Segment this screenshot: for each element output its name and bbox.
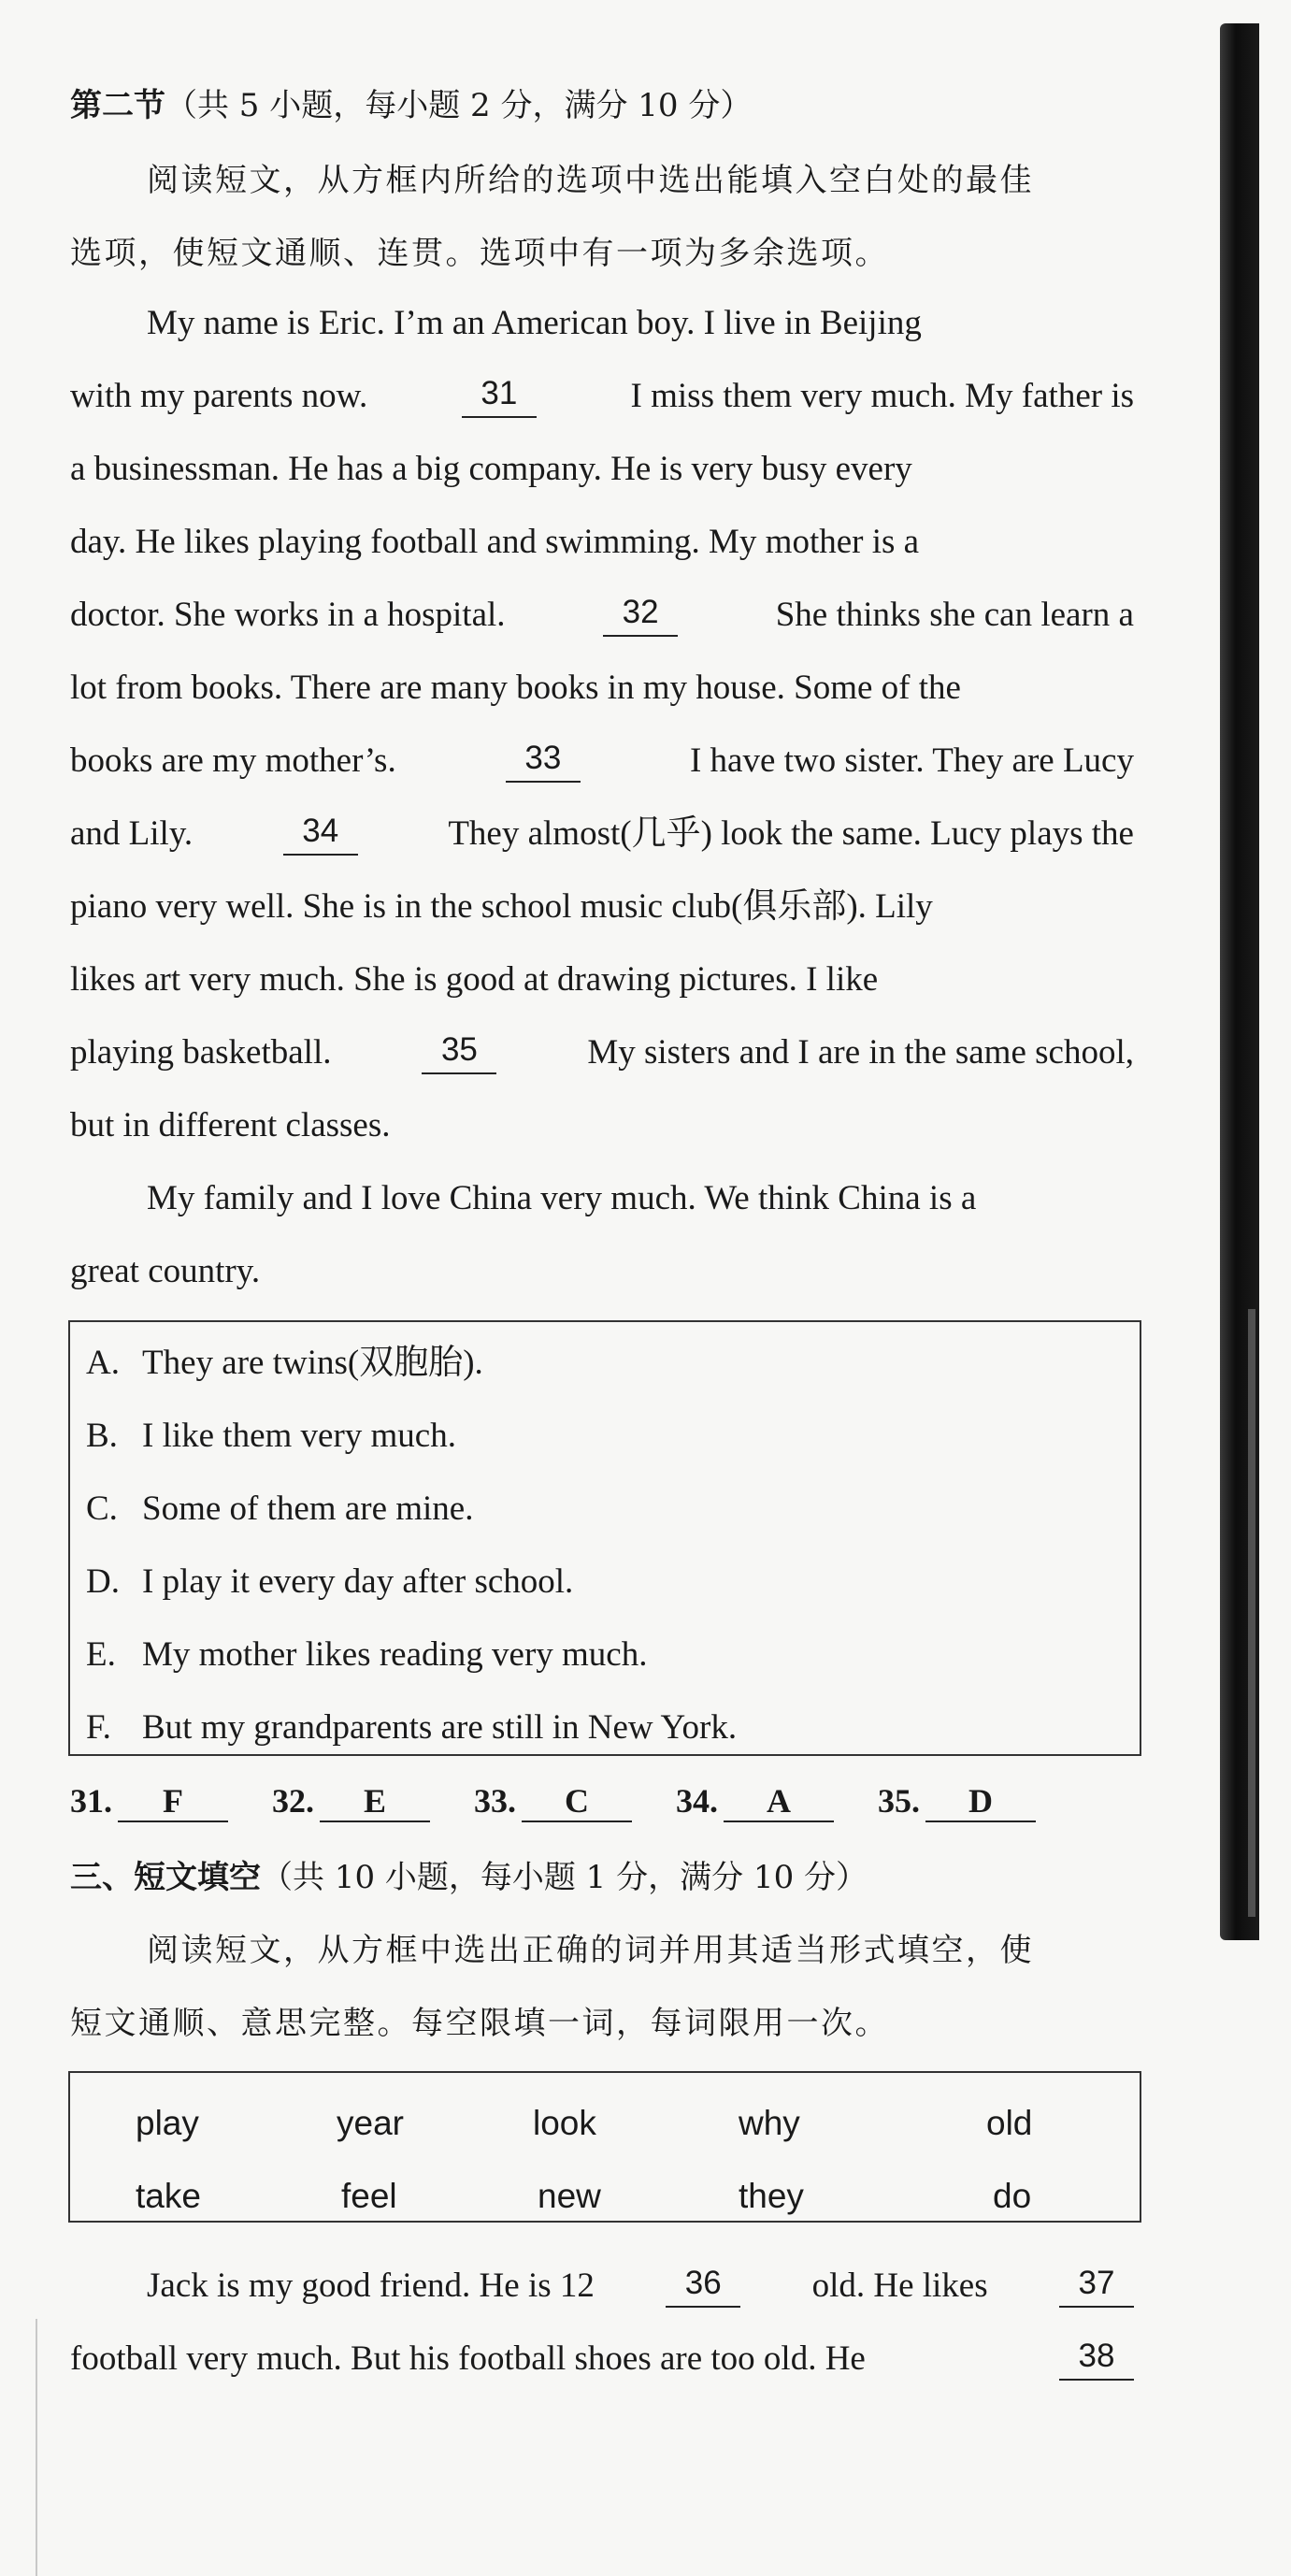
passage1-line7 xyxy=(70,740,1134,783)
answer-value[interactable]: A xyxy=(724,1781,834,1822)
word-take: take xyxy=(136,2177,201,2215)
answer-35 xyxy=(878,1781,1036,1822)
option-letter: E. xyxy=(86,1635,116,1674)
blank-32[interactable]: 32 xyxy=(603,594,678,637)
blank-38[interactable]: 38 xyxy=(1059,2338,1134,2381)
answer-value[interactable]: C xyxy=(522,1781,632,1822)
text: likes art very much. She is good at drawing pictures. I like xyxy=(70,960,879,999)
text: I have two sister. They are Lucy xyxy=(689,741,1134,780)
option-d xyxy=(86,1561,573,1604)
answer-number: 33. xyxy=(474,1782,516,1820)
option-text: I play it every day after school. xyxy=(142,1562,574,1601)
option-text: But my grandparents are still in New York. xyxy=(142,1708,738,1747)
text: Jack is my good friend. He is 12 xyxy=(147,2267,595,2305)
option-text: Some of them are mine. xyxy=(142,1489,474,1528)
section2-instruction-line2: 选项，使短文通顺、连贯。选项中有一项为多余选项。 xyxy=(70,235,889,272)
text: My name is Eric. I’m an American boy. I live in Beijing xyxy=(147,304,922,342)
blank-37[interactable]: 37 xyxy=(1059,2265,1134,2308)
passage1-line12: but in different classes. xyxy=(70,1106,391,1144)
section2-title: 第二节 xyxy=(70,87,165,124)
text: piano very well. She is in the school music club(俱乐部). Lily xyxy=(70,887,933,926)
passage1-line8 xyxy=(70,813,1134,856)
answer-value[interactable]: D xyxy=(925,1781,1036,1822)
option-c xyxy=(86,1488,473,1531)
passage1-line4 xyxy=(70,521,1134,564)
word-feel: feel xyxy=(341,2177,397,2215)
options-box xyxy=(68,1320,1141,1756)
answer-value[interactable]: E xyxy=(320,1781,430,1822)
answer-number: 31. xyxy=(70,1782,112,1820)
answer-31 xyxy=(70,1781,228,1822)
passage1-line2 xyxy=(70,375,1134,418)
option-letter: B. xyxy=(86,1417,118,1455)
word-old: old xyxy=(986,2104,1033,2142)
blank-33[interactable]: 33 xyxy=(506,740,581,783)
section3-instruction-line1: 阅读短文，从方框中选出正确的词并用其适当形式填空，使 xyxy=(147,1932,1034,1969)
section2-heading xyxy=(70,84,1145,127)
blank-34[interactable]: 34 xyxy=(283,813,358,856)
answer-32 xyxy=(272,1781,430,1822)
text: She thinks she can learn a xyxy=(775,596,1134,634)
text: I miss them very much. My father is xyxy=(630,377,1134,415)
passage1-para2-line2: great country. xyxy=(70,1252,261,1290)
text: My sisters and I are in the same school, xyxy=(587,1033,1134,1072)
passage1-line5 xyxy=(70,594,1134,637)
answer-number: 32. xyxy=(272,1782,314,1820)
blank-36[interactable]: 36 xyxy=(666,2265,740,2308)
answer-33 xyxy=(474,1781,632,1822)
answer-row xyxy=(70,1781,1071,1822)
word-do: do xyxy=(993,2177,1032,2215)
word-new: new xyxy=(538,2177,601,2215)
answer-value[interactable]: F xyxy=(118,1781,228,1822)
answer-number: 34. xyxy=(676,1782,718,1820)
section3-note: （共 10 小题，每小题 1 分，满分 10 分） xyxy=(261,1859,868,1896)
section3-heading xyxy=(70,1856,1145,1899)
answer-number: 35. xyxy=(878,1782,920,1820)
page-edge-shadow xyxy=(1248,1309,1255,1917)
text: with my parents now. xyxy=(70,377,368,415)
passage1-line11 xyxy=(70,1031,1134,1074)
word-they: they xyxy=(739,2177,804,2215)
option-f xyxy=(86,1706,737,1749)
text: football very much. But his football shoes are too old. He xyxy=(70,2339,866,2378)
text: old. He likes xyxy=(811,2267,988,2305)
text: and Lily. xyxy=(70,814,194,853)
option-letter: A. xyxy=(86,1344,120,1382)
text: They almost(几乎) look the same. Lucy plays the xyxy=(448,814,1134,853)
word-why: why xyxy=(739,2104,800,2142)
passage1-line6 xyxy=(70,667,1134,710)
word-year: year xyxy=(337,2104,404,2142)
margin-line xyxy=(36,2319,37,2576)
option-letter: C. xyxy=(86,1489,118,1528)
option-a xyxy=(86,1342,483,1385)
blank-35[interactable]: 35 xyxy=(422,1031,496,1074)
passage2-line2 xyxy=(70,2338,1134,2381)
passage1-line3 xyxy=(70,448,1134,491)
text: a businessman. He has a big company. He is very busy every xyxy=(70,450,912,488)
section2-instruction-line1: 阅读短文，从方框内所给的选项中选出能填入空白处的最佳 xyxy=(147,162,1034,199)
option-text: They are twins(双胞胎). xyxy=(142,1344,483,1382)
passage1-line1 xyxy=(147,302,1134,345)
text: day. He likes playing football and swimming. My mother is a xyxy=(70,523,920,561)
text: doctor. She works in a hospital. xyxy=(70,596,506,634)
option-e xyxy=(86,1633,647,1677)
text: My family and I love China very much. We think China is a xyxy=(147,1179,977,1217)
passage2-line1 xyxy=(147,2265,1134,2308)
text: lot from books. There are many books in my house. Some of the xyxy=(70,669,961,707)
option-text: I like them very much. xyxy=(142,1417,456,1455)
word-look: look xyxy=(533,2104,596,2142)
section3-instruction-line2: 短文通顺、意思完整。每空限填一词，每词限用一次。 xyxy=(70,2005,889,2042)
option-letter: F. xyxy=(86,1708,111,1747)
passage1-para2-line1 xyxy=(147,1177,1134,1220)
blank-31[interactable]: 31 xyxy=(462,375,537,418)
text: books are my mother’s. xyxy=(70,741,396,780)
passage1-line9 xyxy=(70,885,1134,928)
option-b xyxy=(86,1415,456,1458)
option-letter: D. xyxy=(86,1562,120,1601)
text: playing basketball. xyxy=(70,1033,332,1072)
word-play: play xyxy=(136,2104,199,2142)
word-box xyxy=(68,2071,1141,2223)
option-text: My mother likes reading very much. xyxy=(142,1635,648,1674)
passage1-line10 xyxy=(70,958,1134,1001)
section3-title: 三、短文填空 xyxy=(70,1859,261,1896)
answer-34 xyxy=(676,1781,834,1822)
section2-note: （共 5 小题，每小题 2 分，满分 10 分） xyxy=(165,87,753,124)
